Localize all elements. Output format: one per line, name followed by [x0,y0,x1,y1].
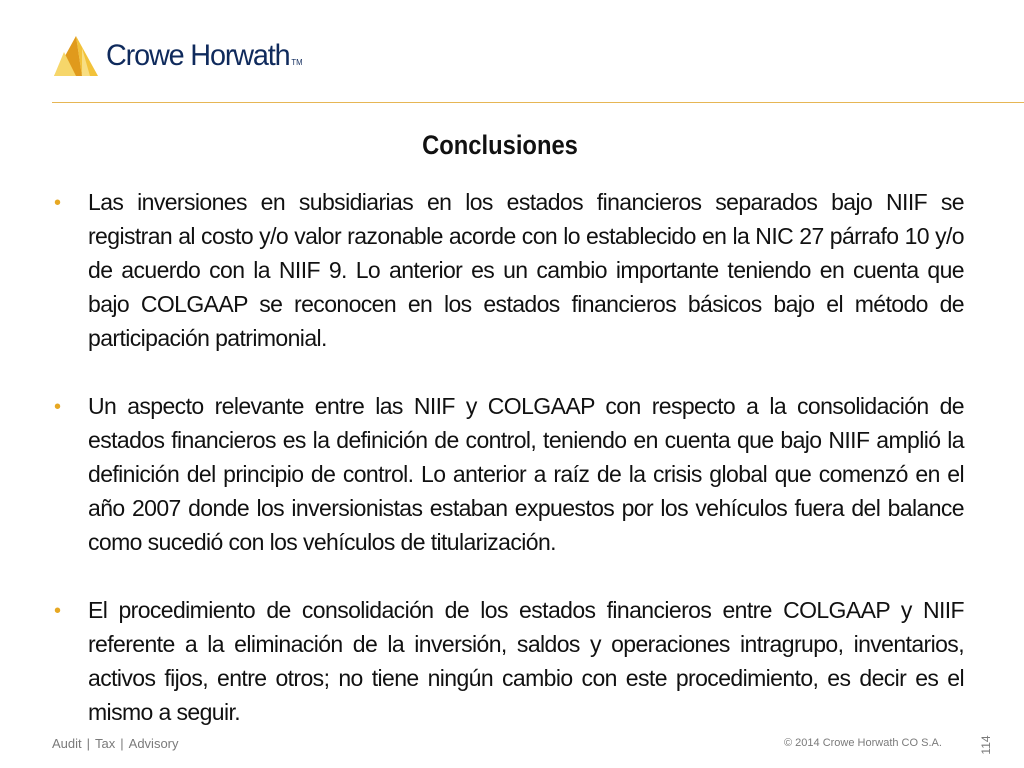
header-divider [52,102,1024,103]
bullet-item [52,185,964,355]
bullet-item [52,593,964,729]
footer-service-tax: Tax [95,736,116,751]
bullet-text: El procedimiento de consolidación de los estados financieros entre COLGAAP y NIIF referente a la eliminación de la inversión, saldos y operaciones intragrupo, inventarios, activos fijos, entre otros; no tiene ningún cambio con este procedimiento, es decir es el mismo a seguir. [88,597,964,725]
brand-name: Crowe Horwath TM [106,39,303,72]
footer-services [52,736,179,751]
footer-separator: | [86,736,91,751]
bullet-marker-icon: • [54,396,62,418]
bullet-text: Las inversiones en subsidiarias en los estados financieros separados bajo NIIF se registran al costo y/o valor razonable acorde con lo establecido en la NIC 27 párrafo 10 y/o de acuerdo con la NIIF 9. Lo anterior es un cambio importante teniendo en cuenta que bajo COLGAAP se reconocen en los estados financieros básicos bajo el método de participación patrimonial. [88,189,964,351]
footer-service-audit: Audit [52,736,82,751]
bullet-text: Un aspecto relevante entre las NIIF y COLGAAP con respecto a la consolidación de estados financieros es la definición de control, teniendo en cuenta que bajo NIIF amplió la definición del principio de control. Lo anterior a raíz de la crisis global que comenzó en el año 2007 donde los inversionistas estaban expuestos por los vehículos fuera del balance como sucedió con los vehículos de titularización. [88,393,964,555]
bullet-marker-icon: • [54,192,62,214]
footer-service-advisory: Advisory [128,736,179,751]
page-number: 114 [979,735,993,755]
bullet-list [52,185,964,763]
slide-title: Conclusiones [422,130,578,160]
bullet-item [52,389,964,559]
footer-copyright: © 2014 Crowe Horwath CO S.A. [784,737,942,749]
footer-separator: | [120,736,124,751]
crowe-horwath-triangle-logo-icon [52,34,100,78]
company-logo [52,34,311,78]
bullet-marker-icon: • [54,600,62,622]
trademark-mark: TM [291,58,303,67]
